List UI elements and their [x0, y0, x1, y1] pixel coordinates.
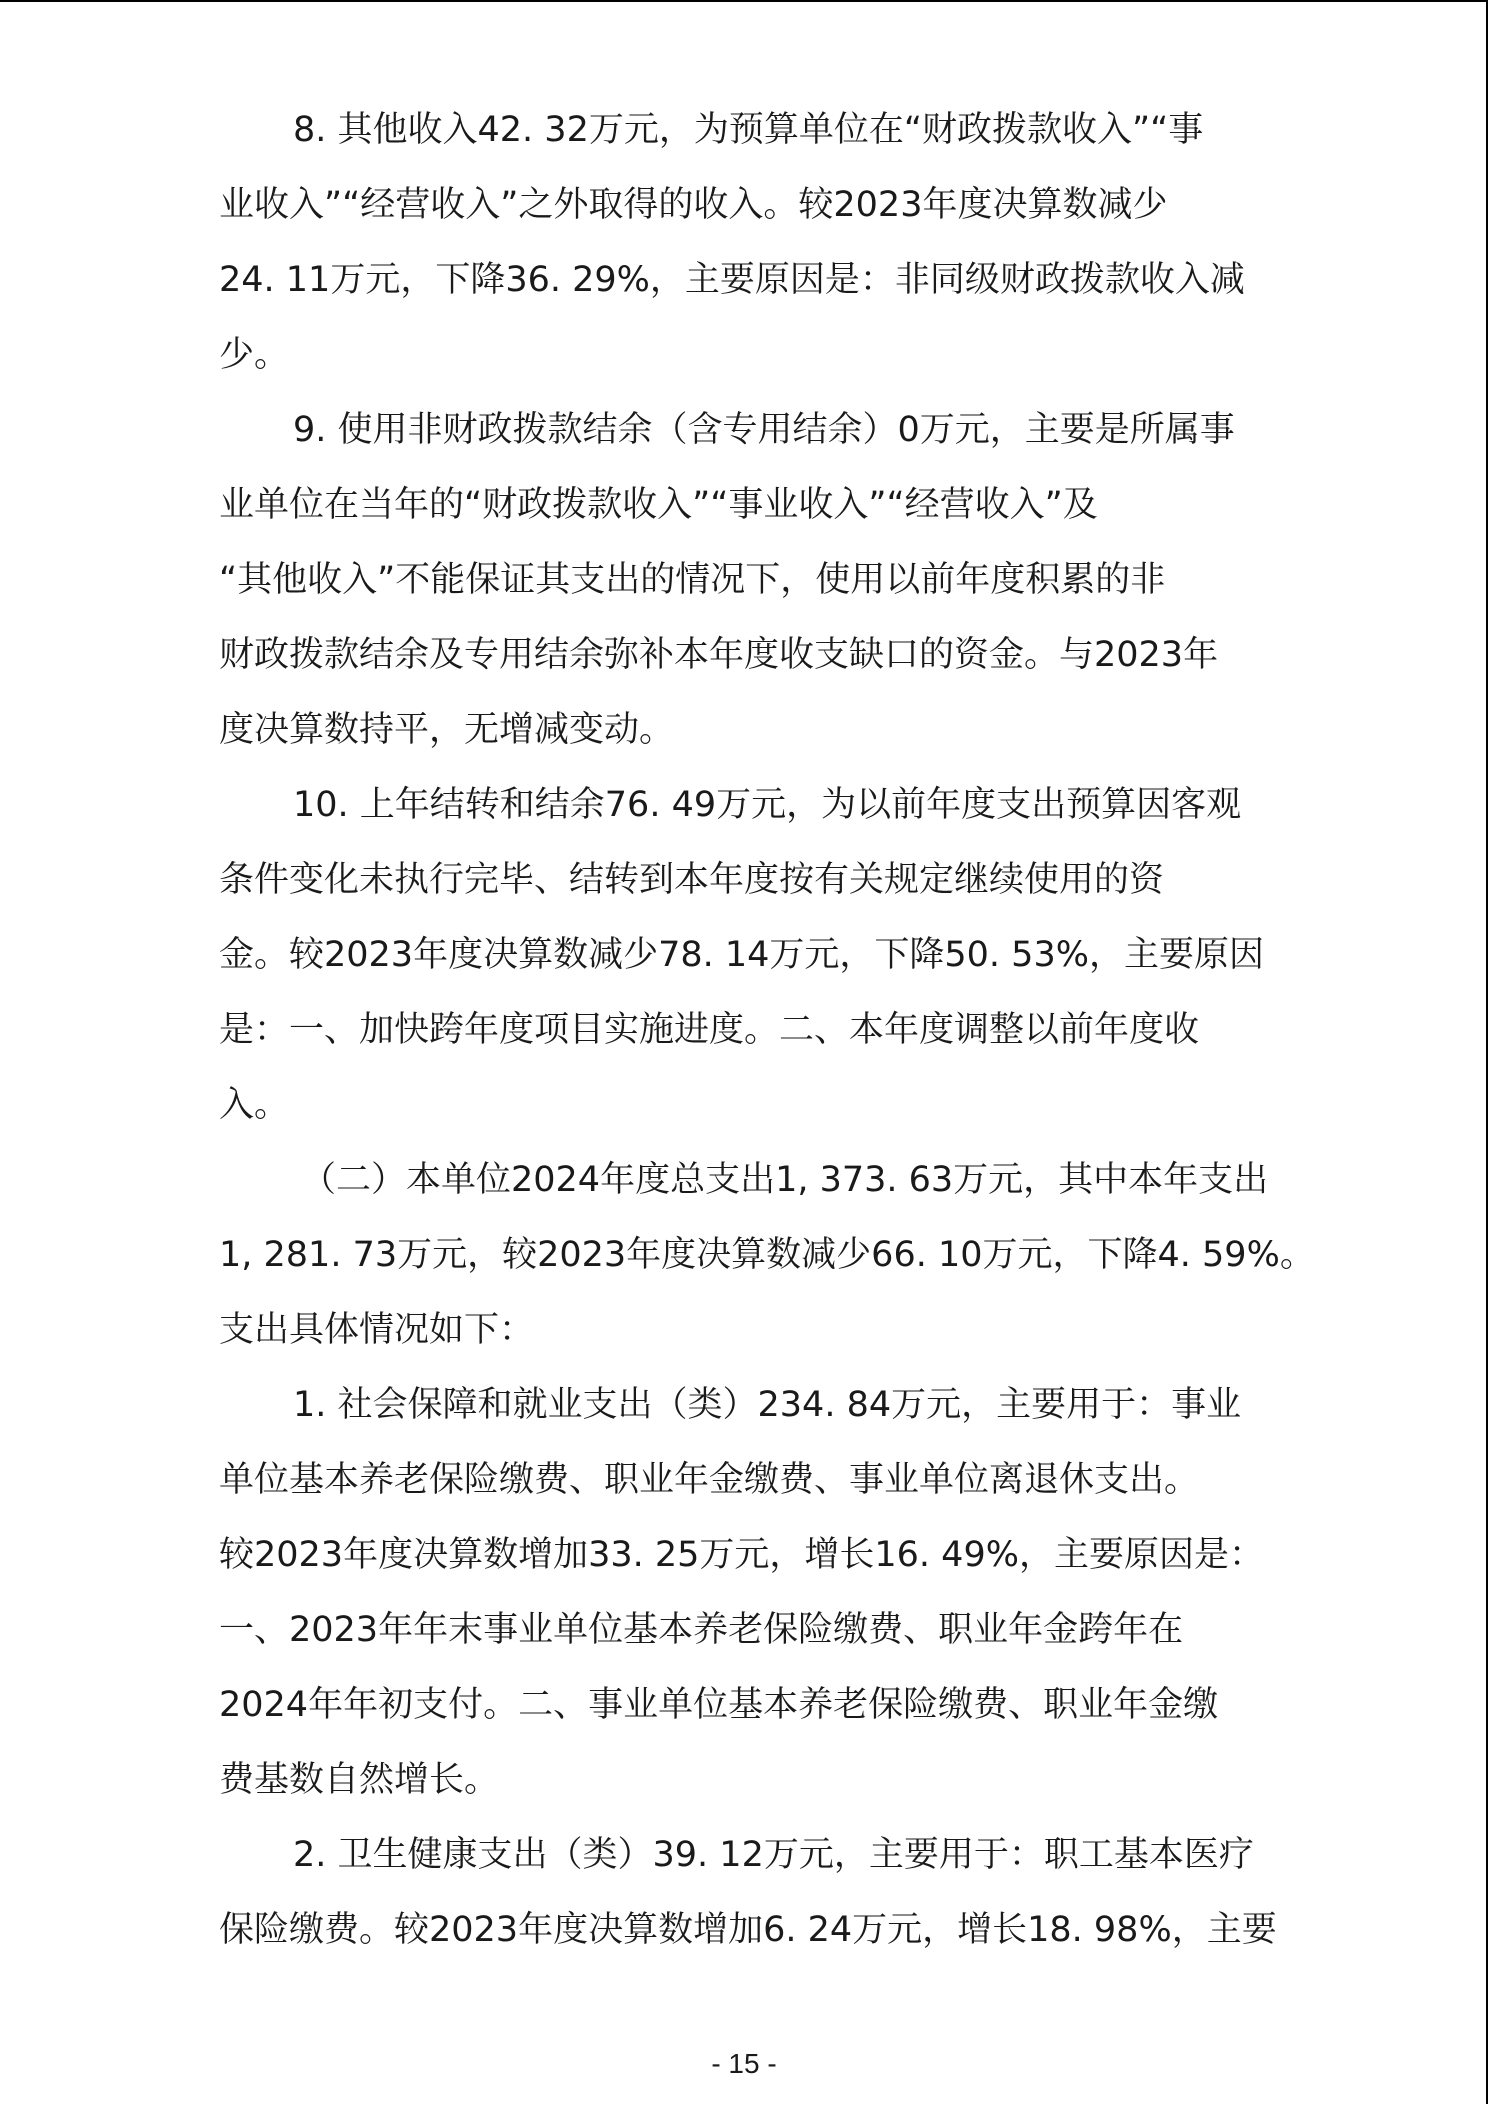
text-line: 2024年年初支付。二、事业单位基本养老保险缴费、职业年金缴 — [219, 1685, 1219, 1725]
text-line: 支出具体情况如下： — [219, 1310, 535, 1350]
text-line: 10. 上年结转和结余76. 49万元，为以前年度支出预算因客观 — [293, 785, 1242, 825]
text-line: 入。 — [219, 1085, 290, 1125]
text-line: 一、2023年年末事业单位基本养老保险缴费、职业年金跨年在 — [219, 1610, 1184, 1650]
text-line: 业单位在当年的“财政拨款收入”“事业收入”“经营收入”及 — [219, 485, 1098, 525]
text-line: 金。较2023年度决算数减少78. 14万元，下降50. 53%，主要原因 — [219, 935, 1264, 975]
text-line: 较2023年度决算数增加33. 25万元，增长16. 49%，主要原因是： — [219, 1535, 1264, 1575]
text-line: 少。 — [219, 335, 290, 375]
text-line: 8. 其他收入42. 32万元，为预算单位在“财政拨款收入”“事 — [293, 110, 1204, 150]
text-line: 度决算数持平，无增减变动。 — [219, 710, 675, 750]
page-number: - 15 - — [711, 2048, 777, 2079]
text-line: “其他收入”不能保证其支出的情况下，使用以前年度积累的非 — [219, 560, 1166, 600]
text-line: 1. 社会保障和就业支出（类）234. 84万元，主要用于：事业 — [293, 1385, 1242, 1425]
text-line: 费基数自然增长。 — [219, 1760, 500, 1800]
text-line: 保险缴费。较2023年度决算数增加6. 24万元，增长18. 98%，主要 — [219, 1910, 1277, 1950]
text-line: （二）本单位2024年度总支出1, 373. 63万元，其中本年支出 — [301, 1160, 1269, 1200]
text-line: 是：一、加快跨年度项目实施进度。二、本年度调整以前年度收 — [219, 1010, 1200, 1050]
text-line: 1, 281. 73万元，较2023年度决算数减少66. 10万元，下降4. 59%。 — [219, 1235, 1315, 1275]
text-line: 9. 使用非财政拨款结余（含专用结余）0万元，主要是所属事 — [293, 410, 1235, 450]
text-line: 2. 卫生健康支出（类）39. 12万元，主要用于：职工基本医疗 — [293, 1835, 1254, 1875]
text-line: 业收入”“经营收入”之外取得的收入。较2023年度决算数减少 — [219, 185, 1168, 225]
text-line: 单位基本养老保险缴费、职业年金缴费、事业单位离退休支出。 — [219, 1460, 1200, 1500]
text-line: 条件变化未执行完毕、结转到本年度按有关规定继续使用的资 — [219, 860, 1165, 900]
text-line: 财政拨款结余及专用结余弥补本年度收支缺口的资金。与2023年 — [219, 635, 1219, 675]
text-line: 24. 11万元，下降36. 29%，主要原因是：非同级财政拨款收入减 — [219, 260, 1245, 300]
